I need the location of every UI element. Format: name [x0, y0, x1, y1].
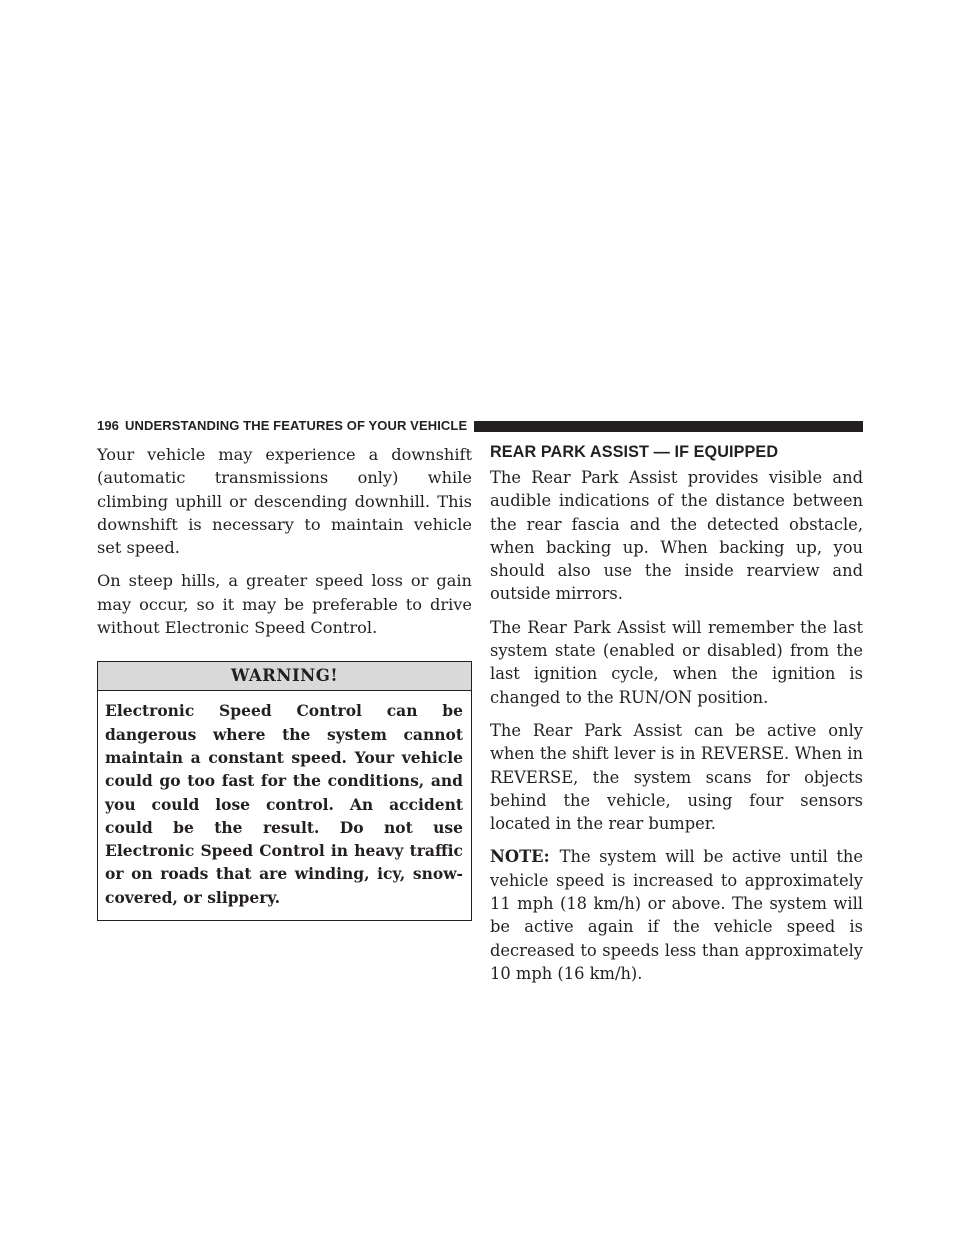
left-column: [97, 443, 472, 921]
page-header: [97, 419, 863, 433]
note-text: The system will be active until the vehicle speed is increased to approximately 11 mph (18 km/h) or above. The system will be active again if the vehicle speed is decreased to speeds less than approximately 10 mph (16 km/h).: [490, 847, 863, 983]
warning-box: [97, 661, 472, 921]
note-paragraph: [490, 845, 863, 985]
warning-body: Electronic Speed Control can be dangerous where the system cannot maintain a constant speed. Your vehicle could go too fast for the conditions, and you could lose control. An accident could be the result. Do not use Electronic Speed Control in heavy traffic or on roads that are winding, icy, snow-covered, or slippery.: [105, 701, 463, 907]
downshift-paragraph: Your vehicle may experience a downshift (automatic transmissions only) while climbing uphill or descending downhill. This downshift is necessary to maintain vehicle set speed.: [97, 445, 472, 558]
note-label: NOTE:: [490, 847, 550, 867]
page-number: 196: [97, 418, 119, 433]
rear-park-assist-heading: REAR PARK ASSIST — IF EQUIPPED: [490, 443, 779, 461]
header-text: [97, 419, 467, 433]
rear-park-assist-intro: The Rear Park Assist provides visible and audible indications of the distance between the rear fascia and the detected obstacle, when backing up. When backing up, you should also use the inside rearview and outside mirrors.: [490, 468, 863, 604]
rear-park-assist-memory: The Rear Park Assist will remember the last system state (enabled or disabled) from the last ignition cycle, when the ignition is changed to the RUN/ON position.: [490, 617, 863, 707]
warning-title: WARNING!: [98, 662, 471, 691]
section-title-header: UNDERSTANDING THE FEATURES OF YOUR VEHICLE: [125, 418, 468, 433]
header-rule: [474, 421, 863, 432]
right-column: [490, 443, 863, 985]
rear-park-assist-reverse: The Rear Park Assist can be active only when the shift lever is in REVERSE. When in REVERSE, the system scans for objects behind the vehicle, using four sensors located in the rear bumper.: [490, 720, 863, 834]
steep-hills-paragraph: On steep hills, a greater speed loss or gain may occur, so it may be preferable to drive without Electronic Speed Control.: [97, 571, 472, 638]
